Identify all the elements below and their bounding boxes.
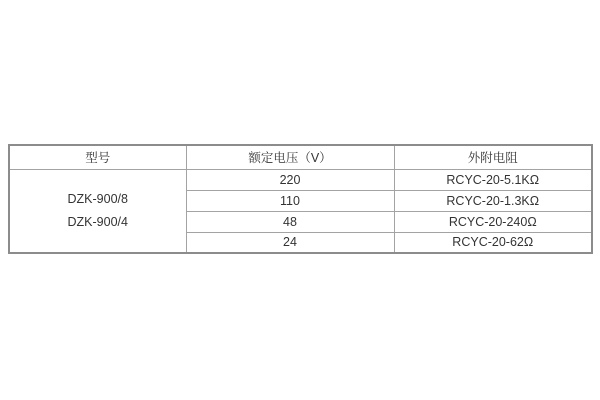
resistor-cell: RCYC-20-5.1KΩ: [394, 169, 592, 190]
model-cell: [9, 169, 186, 253]
voltage-cell: 48: [186, 211, 394, 232]
resistor-cell: RCYC-20-62Ω: [394, 232, 592, 253]
model-line: DZK-900/4: [67, 214, 128, 229]
spec-table: [8, 144, 593, 254]
header-model: 型号: [9, 145, 186, 169]
resistor-cell: RCYC-20-1.3KΩ: [394, 190, 592, 211]
voltage-cell: 24: [186, 232, 394, 253]
header-rated-voltage: 额定电压（V）: [186, 145, 394, 169]
model-line: DZK-900/8: [67, 191, 128, 206]
header-external-resistor: 外附电阻: [394, 145, 592, 169]
table-row: [9, 169, 592, 190]
header-row: [9, 145, 592, 169]
voltage-cell: 220: [186, 169, 394, 190]
voltage-cell: 110: [186, 190, 394, 211]
resistor-cell: RCYC-20-240Ω: [394, 211, 592, 232]
